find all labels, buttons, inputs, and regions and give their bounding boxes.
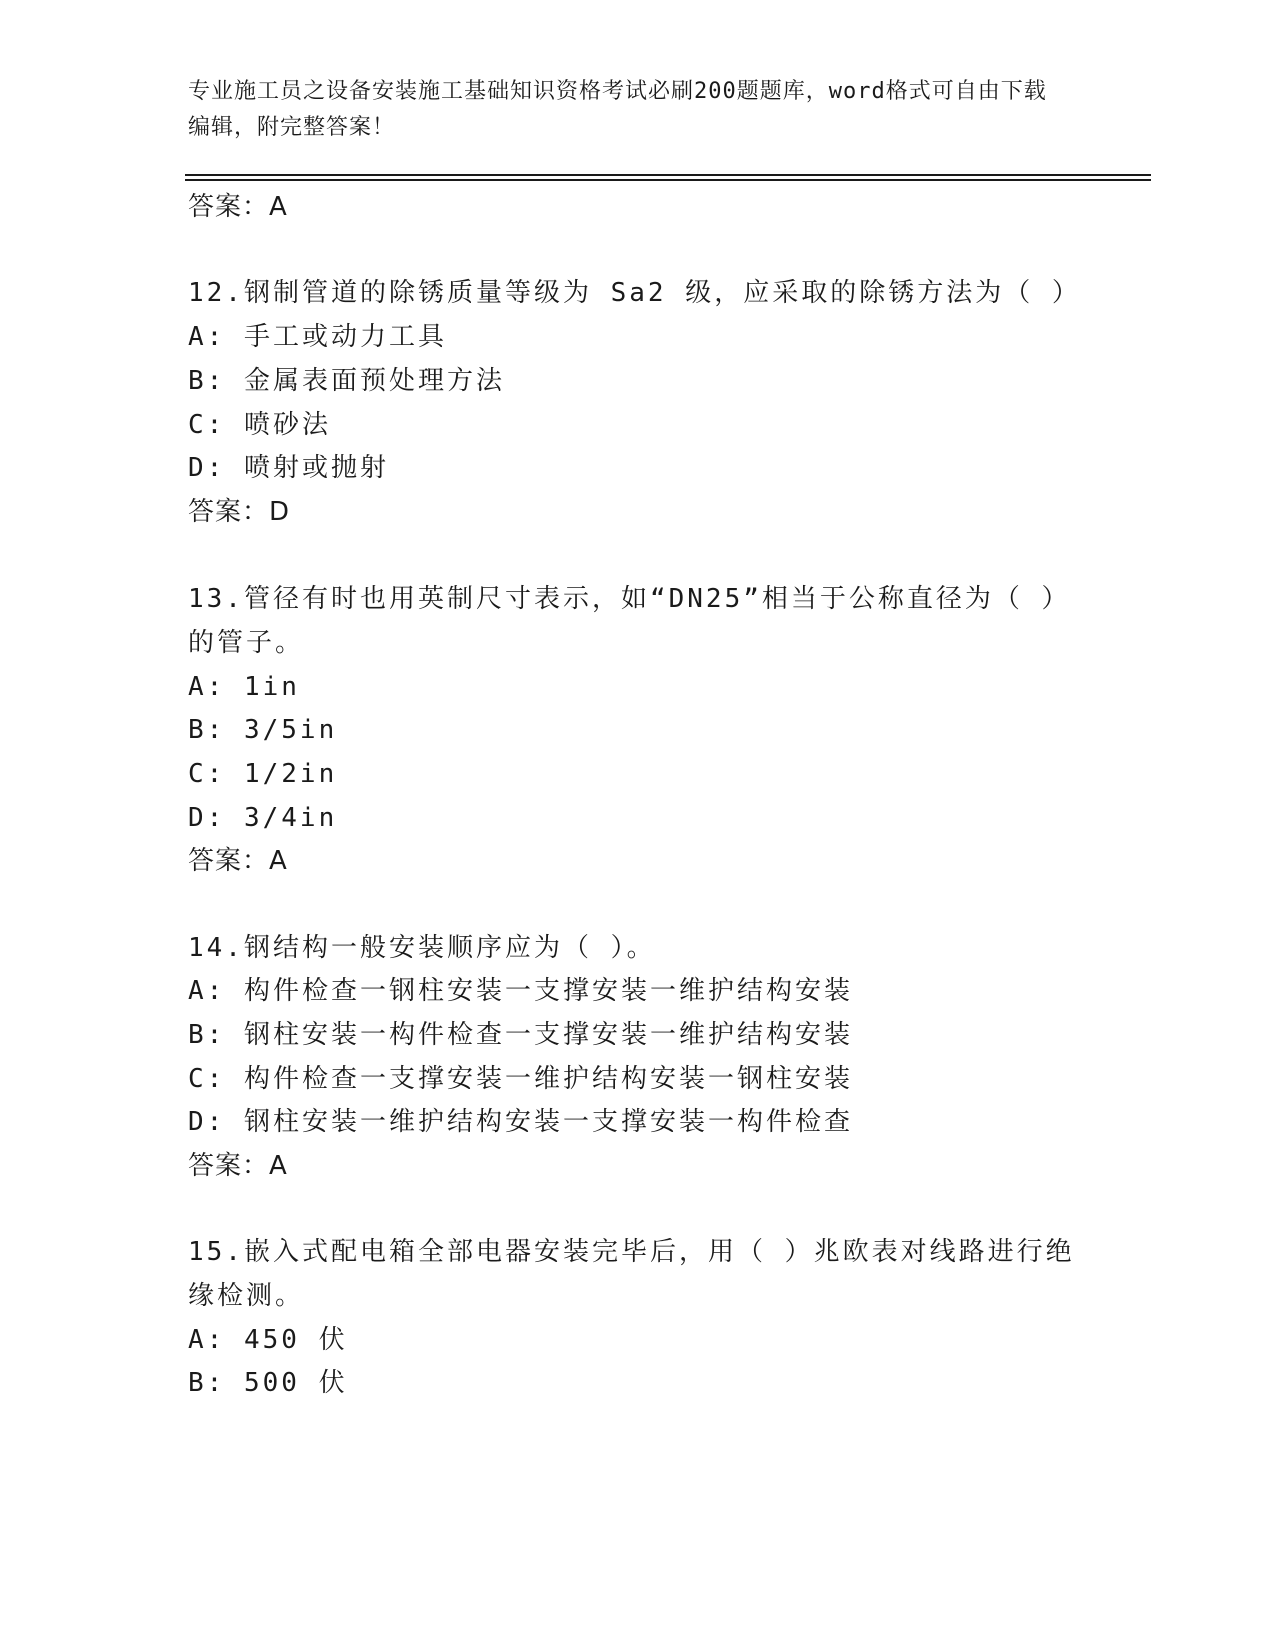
- question-14-option-c: C: 构件检查一支撑安装一维护结构安装一钢柱安装: [188, 1064, 853, 1094]
- question-14-answer: 答案：A: [188, 1151, 288, 1181]
- question-14-option-b: B: 钢柱安装一构件检查一支撑安装一维护结构安装: [188, 1020, 853, 1050]
- question-12-option-a: A: 手工或动力工具: [188, 322, 447, 352]
- question-12-stem: 12.钢制管道的除锈质量等级为 Sa2 级，应采取的除锈方法为（ ）: [188, 278, 1081, 308]
- question-13-option-b: B: 3/5in: [188, 715, 338, 745]
- document-header: 专业施工员之设备安装施工基础知识资格考试必刷200题题库，word格式可自由下载编辑，附完整答案！: [188, 79, 1047, 140]
- question-14-option-a: A: 构件检查一钢柱安装一支撑安装一维护结构安装: [188, 976, 853, 1006]
- question-12-option-d: D: 喷射或抛射: [188, 453, 389, 483]
- question-13-stem-line-2: 的管子。: [188, 628, 305, 658]
- question-14-option-d: D: 钢柱安装一维护结构安装一支撑安装一构件检查: [188, 1107, 853, 1137]
- question-15-stem-line-1: 15.嵌入式配电箱全部电器安装完毕后，用（ ）兆欧表对线路进行绝: [188, 1237, 1075, 1267]
- question-15-option-a: A: 450 伏: [188, 1325, 348, 1355]
- answer-previous: 答案：A: [188, 192, 288, 222]
- question-12-option-b: B: 金属表面预处理方法: [188, 366, 505, 396]
- question-13-answer: 答案：A: [188, 846, 288, 876]
- question-12-option-c: C: 喷砂法: [188, 410, 331, 440]
- question-13-stem-line-1: 13.管径有时也用英制尺寸表示，如“DN25”相当于公称直径为（ ）: [188, 584, 1071, 614]
- question-15-option-b: B: 500 伏: [188, 1368, 348, 1398]
- question-14-stem: 14.钢结构一般安装顺序应为（ ）。: [188, 933, 656, 963]
- question-13-option-a: A: 1in: [188, 672, 300, 702]
- question-15-stem-line-2: 缘检测。: [188, 1281, 305, 1311]
- question-13-option-c: C: 1/2in: [188, 759, 338, 789]
- question-12-answer: 答案：D: [188, 497, 291, 527]
- question-13-option-d: D: 3/4in: [188, 803, 338, 833]
- header-divider-bottom: [185, 179, 1151, 181]
- header-divider-top: [185, 174, 1151, 176]
